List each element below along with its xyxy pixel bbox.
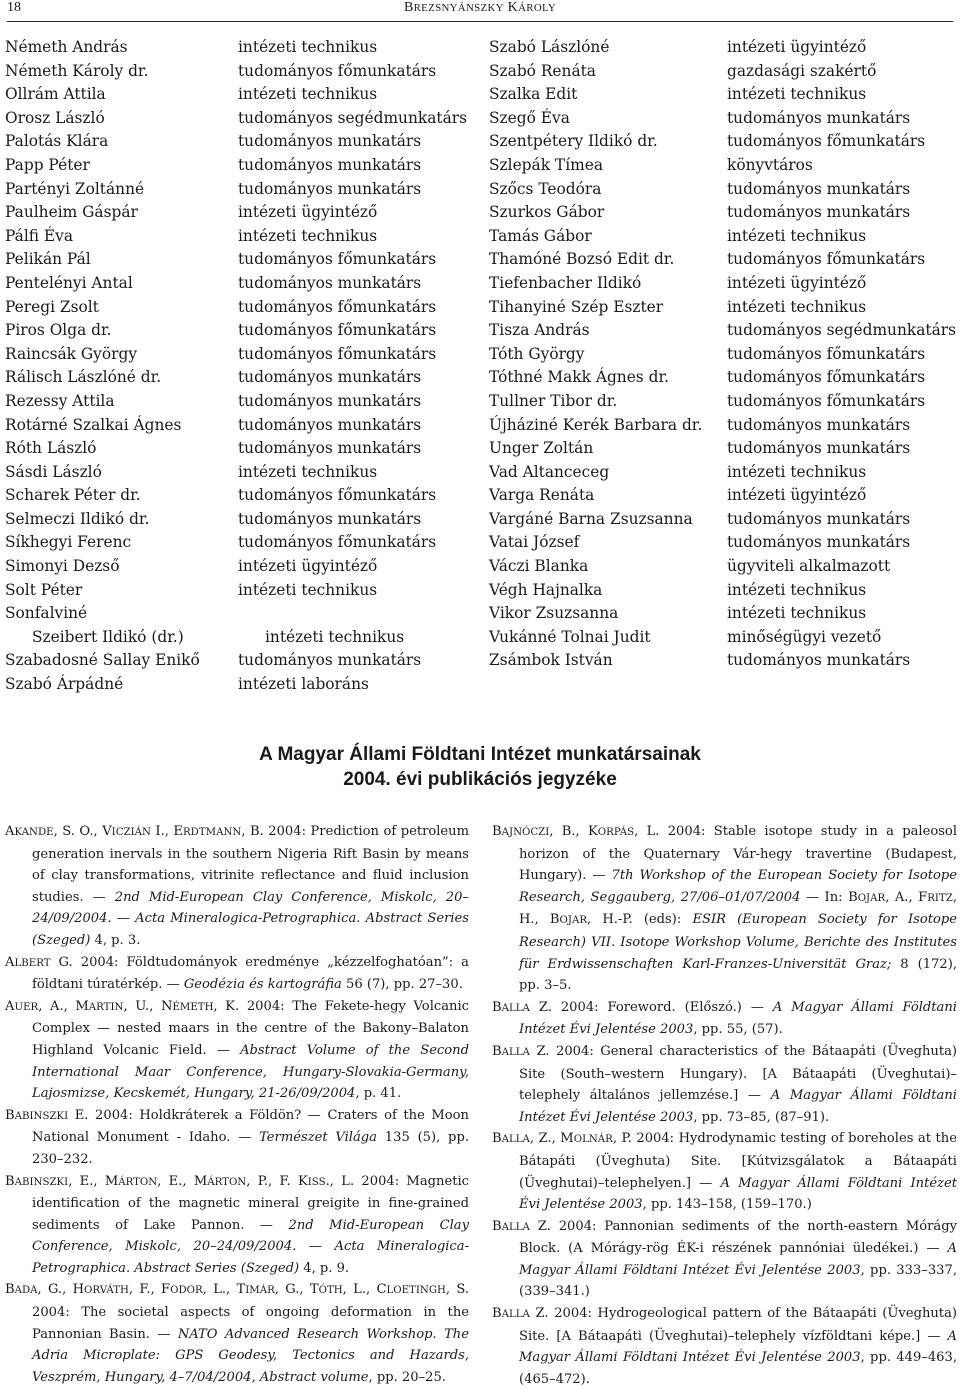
reference-authors: AUER, A., MARTIN, U., NÉMETH, K.: [5, 998, 240, 1014]
staff-row: [489, 225, 959, 249]
staff-row: [5, 390, 485, 414]
staff-position: tudományos munkatárs: [727, 415, 911, 434]
reference-source: A Magyar Állami Földtani Intézet Évi Jelentése 2003: [519, 999, 957, 1038]
staff-row: [489, 555, 959, 579]
staff-row: [5, 60, 485, 84]
staff-name: Szabadosné Sallay Enikő: [5, 651, 200, 670]
reference-authors: ALBERT G.: [5, 954, 73, 970]
staff-position: könyvtáros: [727, 155, 813, 174]
staff-name: Palotás Klára: [5, 132, 109, 151]
staff-position: tudományos munkatárs: [238, 439, 422, 458]
staff-position: intézeti technikus: [238, 580, 378, 599]
staff-row: [5, 319, 485, 343]
reference-text: 4, p. 9.: [299, 1260, 350, 1276]
staff-position: tudományos főmunkatárs: [238, 250, 437, 269]
staff-name: Síkhegyi Ferenc: [5, 533, 132, 552]
staff-row: [5, 414, 485, 438]
reference-source: Geodézia és kartográfia: [183, 977, 342, 993]
staff-name: Váczi Blanka: [489, 557, 589, 576]
staff-position: tudományos főmunkatárs: [238, 533, 437, 552]
staff-position: intézeti technikus: [727, 604, 867, 623]
staff-row: [489, 319, 959, 343]
staff-name: Szeibert Ildikó (dr.): [32, 627, 184, 646]
reference-source: 7th Workshop of the European Society for Isotope Research, Seggauberg, 27/06–01/07/2004: [519, 868, 957, 905]
reference-authors: BAJNÓCZI, B., KORPÁS, L.: [492, 824, 660, 839]
staff-name: Solt Péter: [5, 580, 83, 599]
staff-name: Partényi Zoltánné: [5, 179, 145, 198]
staff-name: Sonfalviné: [5, 604, 88, 623]
staff-name: Rálisch Lászlóné dr.: [5, 368, 162, 387]
staff-row: [489, 107, 959, 131]
staff-row: [5, 555, 485, 579]
reference-source: ESIR (European Society for Isotope Research) VII. Isotope Workshop Volume, Berichte des Institutes für Erdwissenschaften Karl-Franzes-Universität Graz;: [519, 912, 957, 972]
staff-name: Varga Renáta: [489, 486, 595, 505]
staff-row: [5, 673, 485, 697]
reference-entry: [492, 1041, 957, 1128]
staff-name: Tamás Gábor: [489, 226, 592, 245]
staff-name: Vargáné Barna Zsuzsanna: [489, 509, 693, 528]
staff-position: tudományos munkatárs: [727, 108, 911, 127]
staff-row: [489, 579, 959, 603]
running-title: BREZSNYÁNSZKY KÁROLY: [403, 0, 557, 15]
staff-row: [489, 130, 959, 154]
staff-name: Thamóné Bozsó Edit dr.: [489, 250, 675, 269]
staff-row: [5, 248, 485, 272]
reference-text: — In:: [800, 889, 849, 905]
staff-row: [5, 626, 485, 650]
running-head: [7, 0, 953, 20]
staff-row: [489, 83, 959, 107]
staff-name: Orosz László: [5, 108, 105, 127]
staff-name: Szalka Edit: [489, 85, 578, 104]
reference-text: 2004: Foreword. (Előszó.) —: [551, 999, 773, 1015]
reference-text: 2004: General characteristics of the Bátaapáti (Üveghuta) Site (South–western Hungary). [A Bátaapáti (Üveghutai)–telephely általános jellemzése.] —: [519, 1043, 957, 1104]
staff-name: Vatai József: [489, 533, 580, 552]
staff-row: [5, 484, 485, 508]
reference-entry: [5, 821, 469, 952]
reference-entry: [5, 996, 469, 1105]
staff-row: [489, 437, 959, 461]
staff-name: Németh Károly dr.: [5, 61, 149, 80]
staff-position: tudományos munkatárs: [727, 179, 911, 198]
staff-row: [5, 272, 485, 296]
staff-position: tudományos munkatárs: [727, 509, 911, 528]
reference-text: 56 (7), pp. 27–30.: [341, 977, 463, 993]
reference-text: 2004: Hydrodynamic testing of boreholes at the Bátapáti (Üveghuta) Site. [Kútvizsgálatok a Bátaapáti (Üveghutai)–telephelyen.] —: [519, 1131, 957, 1191]
reference-source: 2nd Mid-European Clay Conference, Miskolc, 20–24/09/2004. — Acta Mineralogica-Petrographica. Abstract Series (Szeged): [32, 1217, 469, 1276]
reference-authors: BABINSZKI, E., MÁRTON, E., MÁRTON, P., F. KISS., L.: [5, 1173, 355, 1189]
staff-name: Szabó Árpádné: [5, 675, 124, 694]
reference-authors: BALLA Z.: [492, 1218, 551, 1234]
staff-row: [5, 296, 485, 320]
reference-text: 2004: Pannonian sediments of the north-eastern Mórágy Block. (A Mórágy-rög ÉK-i részének pannóniai üledékei.) —: [519, 1218, 957, 1257]
staff-name: Scharek Péter dr.: [5, 486, 141, 505]
staff-name: Róth László: [5, 439, 97, 458]
staff-position: ügyviteli alkalmazott: [727, 557, 891, 576]
staff-name: Szabó Renáta: [489, 61, 596, 80]
reference-source: 2nd Mid-European Clay Conference, Miskolc, 20–24/09/2004. — Acta Mineralogica-Petrographica. Abstract Series (Szeged): [32, 889, 469, 948]
staff-name: Tiefenbacher Ildikó: [489, 273, 642, 292]
staff-row: [5, 343, 485, 367]
staff-position: tudományos munkatárs: [727, 439, 911, 458]
reference-source: NATO Advanced Research Workshop. The Adria Microplate: GPS Geodesy, Tectonics and Hazards, Veszprém, Hungary, 4–7/04/2004, Abstract volume: [32, 1326, 469, 1385]
staff-name: Németh András: [5, 38, 128, 56]
reference-entry: [492, 821, 957, 997]
staff-name: Rotárné Szalkai Ágnes: [5, 415, 182, 434]
staff-position: tudományos főmunkatárs: [238, 61, 437, 80]
staff-position: tudományos segédmunkatárs: [727, 321, 957, 340]
reference-authors: BALLA Z.: [492, 999, 552, 1015]
staff-position: intézeti ügyintéző: [238, 557, 378, 576]
section-title-line-1: A Magyar Állami Földtani Intézet munkatársainak: [259, 744, 701, 765]
staff-row: [5, 178, 485, 202]
staff-position: intézeti ügyintéző: [238, 203, 378, 222]
staff-row: [489, 60, 959, 84]
staff-name: Papp Péter: [5, 155, 90, 174]
staff-name: Tihanyiné Szép Eszter: [489, 297, 664, 316]
staff-name: Tullner Tibor dr.: [489, 391, 618, 410]
staff-name: Vad Altanceceg: [489, 462, 610, 481]
staff-row: [489, 296, 959, 320]
staff-position: tudományos főmunkatárs: [727, 344, 926, 363]
staff-position: intézeti technikus: [727, 462, 867, 481]
staff-row: [489, 508, 959, 532]
staff-position: tudományos munkatárs: [727, 651, 911, 670]
staff-name: Tóthné Makk Ágnes dr.: [489, 368, 670, 387]
staff-row: [489, 531, 959, 555]
reference-text: 2004: The societal aspects of ongoing deformation in the Pannonian Basin. —: [32, 1305, 469, 1342]
staff-row: [5, 437, 485, 461]
reference-text: (eds):: [632, 912, 693, 928]
reference-source: A Magyar Állami Földtani Intézet Évi Jelentése 2003: [519, 1241, 957, 1278]
staff-row: [5, 461, 485, 485]
staff-position: tudományos főmunkatárs: [727, 368, 926, 387]
staff-name: Raincsák György: [5, 344, 138, 363]
staff-row: [489, 272, 959, 296]
staff-name: Sásdi László: [5, 462, 102, 481]
staff-row: [5, 225, 485, 249]
staff-name: Vikor Zsuzsanna: [489, 604, 619, 623]
staff-position: tudományos segédmunkatárs: [238, 108, 468, 127]
staff-name: Újháziné Kerék Barbara dr.: [489, 415, 703, 434]
reference-text: , pp. 333–337, (339–341.): [519, 1262, 957, 1300]
staff-row: [5, 201, 485, 225]
reference-text: 2004: Prediction of petroleum generation inervals in the southern Nigeria Rift Basin by means of clay transformations, vitrinite reflectance and fluid inclusion studies. —: [32, 824, 470, 905]
staff-position: tudományos munkatárs: [238, 651, 422, 670]
header-rule: [7, 21, 953, 22]
section-title-line-2: 2004. évi publikációs jegyzéke: [343, 769, 617, 790]
staff-row: [489, 154, 959, 178]
staff-position: tudományos főmunkatárs: [238, 344, 437, 363]
staff-position: intézeti ügyintéző: [727, 38, 867, 56]
reference-authors: BABINSZKI E.: [5, 1107, 89, 1123]
staff-row: [489, 626, 959, 650]
staff-row: [489, 343, 959, 367]
staff-name: Piros Olga dr.: [5, 321, 112, 340]
staff-position: tudományos főmunkatárs: [727, 132, 926, 151]
staff-name: Szurkos Gábor: [489, 203, 605, 222]
staff-position: intézeti laboráns: [238, 675, 369, 694]
reference-authors: BOJAR, A., FRITZ, H., BOJAR, H.-P.: [519, 889, 957, 928]
staff-row: [489, 201, 959, 225]
references-left-column: [5, 821, 469, 1388]
staff-list-right: [489, 36, 959, 673]
reference-text: 135 (5), pp. 230–232.: [32, 1130, 469, 1167]
staff-position: tudományos munkatárs: [238, 155, 422, 174]
staff-name: Szentpétery Ildikó dr.: [489, 132, 658, 151]
staff-row: [5, 508, 485, 532]
staff-position: intézeti technikus: [727, 297, 867, 316]
staff-position: gazdasági szakértő: [727, 61, 877, 80]
staff-row: [489, 36, 959, 60]
staff-list-left: [5, 36, 485, 697]
staff-name: Szegő Éva: [489, 108, 570, 127]
reference-text: , p. 41.: [355, 1086, 402, 1102]
reference-text: , pp. 55, (57).: [693, 1022, 783, 1038]
reference-source: A Magyar Állami Földtani Intézet Évi Jelentése 2003: [519, 1328, 957, 1366]
staff-row: [489, 484, 959, 508]
staff-row: [5, 579, 485, 603]
reference-text: 2004: Stable isotope study in a paleosol horizon of the Quaternary Vár-hegy travertine (Budapest, Hungary). —: [519, 824, 958, 884]
staff-row: [5, 154, 485, 178]
reference-entry: [5, 1105, 469, 1171]
staff-row: [489, 414, 959, 438]
staff-name: Unger Zoltán: [489, 439, 594, 458]
reference-entry: [5, 1171, 469, 1280]
staff-position: intézeti technikus: [727, 85, 867, 104]
reference-authors: AKANDE, S. O., VICZIÁN I., ERDTMANN, B.: [5, 824, 264, 839]
references-right-column: [492, 821, 957, 1390]
staff-name: Zsámbok István: [489, 651, 613, 670]
staff-name: Tisza András: [489, 321, 590, 340]
reference-text: 2004: The Fekete-hegy Volcanic Complex — nested maars in the centre of the Bakony–Balaton Highland Volcanic Field. —: [32, 998, 469, 1058]
staff-row: [489, 390, 959, 414]
staff-name: Szőcs Teodóra: [489, 179, 602, 198]
staff-position: intézeti technikus: [727, 226, 867, 245]
staff-row: [489, 248, 959, 272]
staff-position: minőségügyi vezető: [727, 627, 882, 646]
reference-text: 8 (172), pp. 3–5.: [519, 956, 957, 994]
staff-position: intézeti technikus: [265, 627, 405, 646]
staff-name: Selmeczi Ildikó dr.: [5, 509, 150, 528]
staff-position: tudományos főmunkatárs: [238, 297, 437, 316]
staff-name: Szlepák Tímea: [489, 155, 603, 174]
staff-row: [489, 366, 959, 390]
reference-text: 4, p. 3.: [90, 932, 141, 948]
reference-authors: BALLA, Z., MOLNÁR, P.: [492, 1131, 632, 1147]
reference-authors: BALLA Z.: [492, 1306, 549, 1322]
staff-position: intézeti technikus: [238, 226, 378, 245]
reference-entry: [492, 1216, 957, 1303]
staff-row: [489, 178, 959, 202]
staff-position: tudományos munkatárs: [238, 179, 422, 198]
staff-name: Pentelényi Antal: [5, 273, 133, 292]
reference-entry: [492, 1303, 957, 1390]
reference-text: , pp. 73–85, (87–91).: [693, 1109, 830, 1125]
staff-name: Végh Hajnalka: [489, 580, 603, 599]
staff-row: [5, 602, 485, 626]
staff-name: Szabó Lászlóné: [489, 38, 610, 56]
reference-text: 2004: Hydrogeological pattern of the Bátaapáti (Üveghuta) Site. [A Bátaapáti (Üveghutai)–telephely vízföldtani képe.] —: [519, 1306, 957, 1344]
staff-position: tudományos munkatárs: [727, 203, 911, 222]
staff-position: tudományos főmunkatárs: [238, 321, 437, 340]
staff-name: Vukánné Tolnai Judit: [489, 627, 651, 646]
reference-text: 2004: Földtudományok eredménye „kézzelfoghatóan”: a földtani túratérkép. —: [32, 954, 469, 993]
staff-row: [5, 130, 485, 154]
staff-row: [5, 36, 485, 60]
reference-source: A Magyar Állami Földtani Intézet Évi Jelentése 2003: [519, 1175, 957, 1213]
reference-entry: [492, 1128, 957, 1215]
reference-entry: [492, 997, 957, 1041]
reference-source: Természet Világa: [259, 1130, 377, 1146]
reference-text: , pp. 20–25.: [368, 1369, 446, 1385]
reference-text: , pp. 449–463, (465–472).: [519, 1350, 957, 1387]
staff-row: [489, 461, 959, 485]
reference-authors: BALLA Z.: [492, 1043, 550, 1059]
staff-position: tudományos főmunkatárs: [727, 391, 926, 410]
reference-source: A Magyar Állami Földtani Intézet Évi Jelentése 2003: [519, 1088, 957, 1125]
staff-position: intézeti technikus: [238, 85, 378, 104]
staff-position: tudományos főmunkatárs: [238, 486, 437, 505]
reference-entry: [5, 952, 469, 996]
reference-source: Abstract Volume of the Second International Maar Conference, Hungary-Slovakia-Germany, Lajosmizse, Kecskemét, Hungary, 21-26/09/2004: [32, 1042, 469, 1102]
staff-position: intézeti technikus: [727, 580, 867, 599]
reference-text: 2004: Holdkráterek a Földön? — Craters of the Moon National Monument - Idaho. —: [32, 1107, 469, 1146]
staff-name: Ollrám Attila: [5, 85, 106, 104]
reference-entry: [5, 1279, 469, 1388]
staff-position: intézeti technikus: [238, 38, 378, 56]
staff-position: tudományos munkatárs: [727, 533, 911, 552]
staff-position: tudományos munkatárs: [238, 273, 422, 292]
staff-name: Pelikán Pál: [5, 250, 91, 269]
staff-row: [5, 366, 485, 390]
staff-position: tudományos munkatárs: [238, 132, 422, 151]
staff-row: [489, 649, 959, 673]
staff-position: tudományos főmunkatárs: [727, 250, 926, 269]
staff-position: tudományos munkatárs: [238, 415, 422, 434]
staff-name: Simonyi Dezső: [5, 557, 120, 576]
staff-name: Peregi Zsolt: [5, 297, 99, 316]
staff-position: intézeti ügyintéző: [727, 273, 867, 292]
section-title: [0, 742, 960, 792]
staff-position: intézeti technikus: [238, 462, 378, 481]
reference-text: , pp. 143–158, (159–170.): [642, 1197, 812, 1213]
staff-name: Paulheim Gáspár: [5, 203, 138, 222]
staff-position: tudományos munkatárs: [238, 509, 422, 528]
staff-row: [489, 602, 959, 626]
staff-row: [5, 531, 485, 555]
staff-row: [5, 107, 485, 131]
staff-position: intézeti ügyintéző: [727, 486, 867, 505]
staff-name: Rezessy Attila: [5, 391, 115, 410]
staff-row: [5, 649, 485, 673]
staff-name: Tóth György: [489, 344, 585, 363]
staff-row: [5, 83, 485, 107]
staff-name: Pálfi Éva: [5, 226, 74, 245]
reference-authors: BADA, G., HORVÁTH, F., FODOR, L., TIMÁR, G., TÓTH, L., CLOETINGH, S.: [5, 1282, 469, 1298]
page-number: 18: [7, 0, 21, 15]
staff-position: tudományos munkatárs: [238, 368, 422, 387]
staff-position: tudományos munkatárs: [238, 391, 422, 410]
reference-text: 2004: Magnetic identification of the magnetic mineral greigite in fine-grained sediments of Lake Pannon. —: [32, 1173, 469, 1233]
